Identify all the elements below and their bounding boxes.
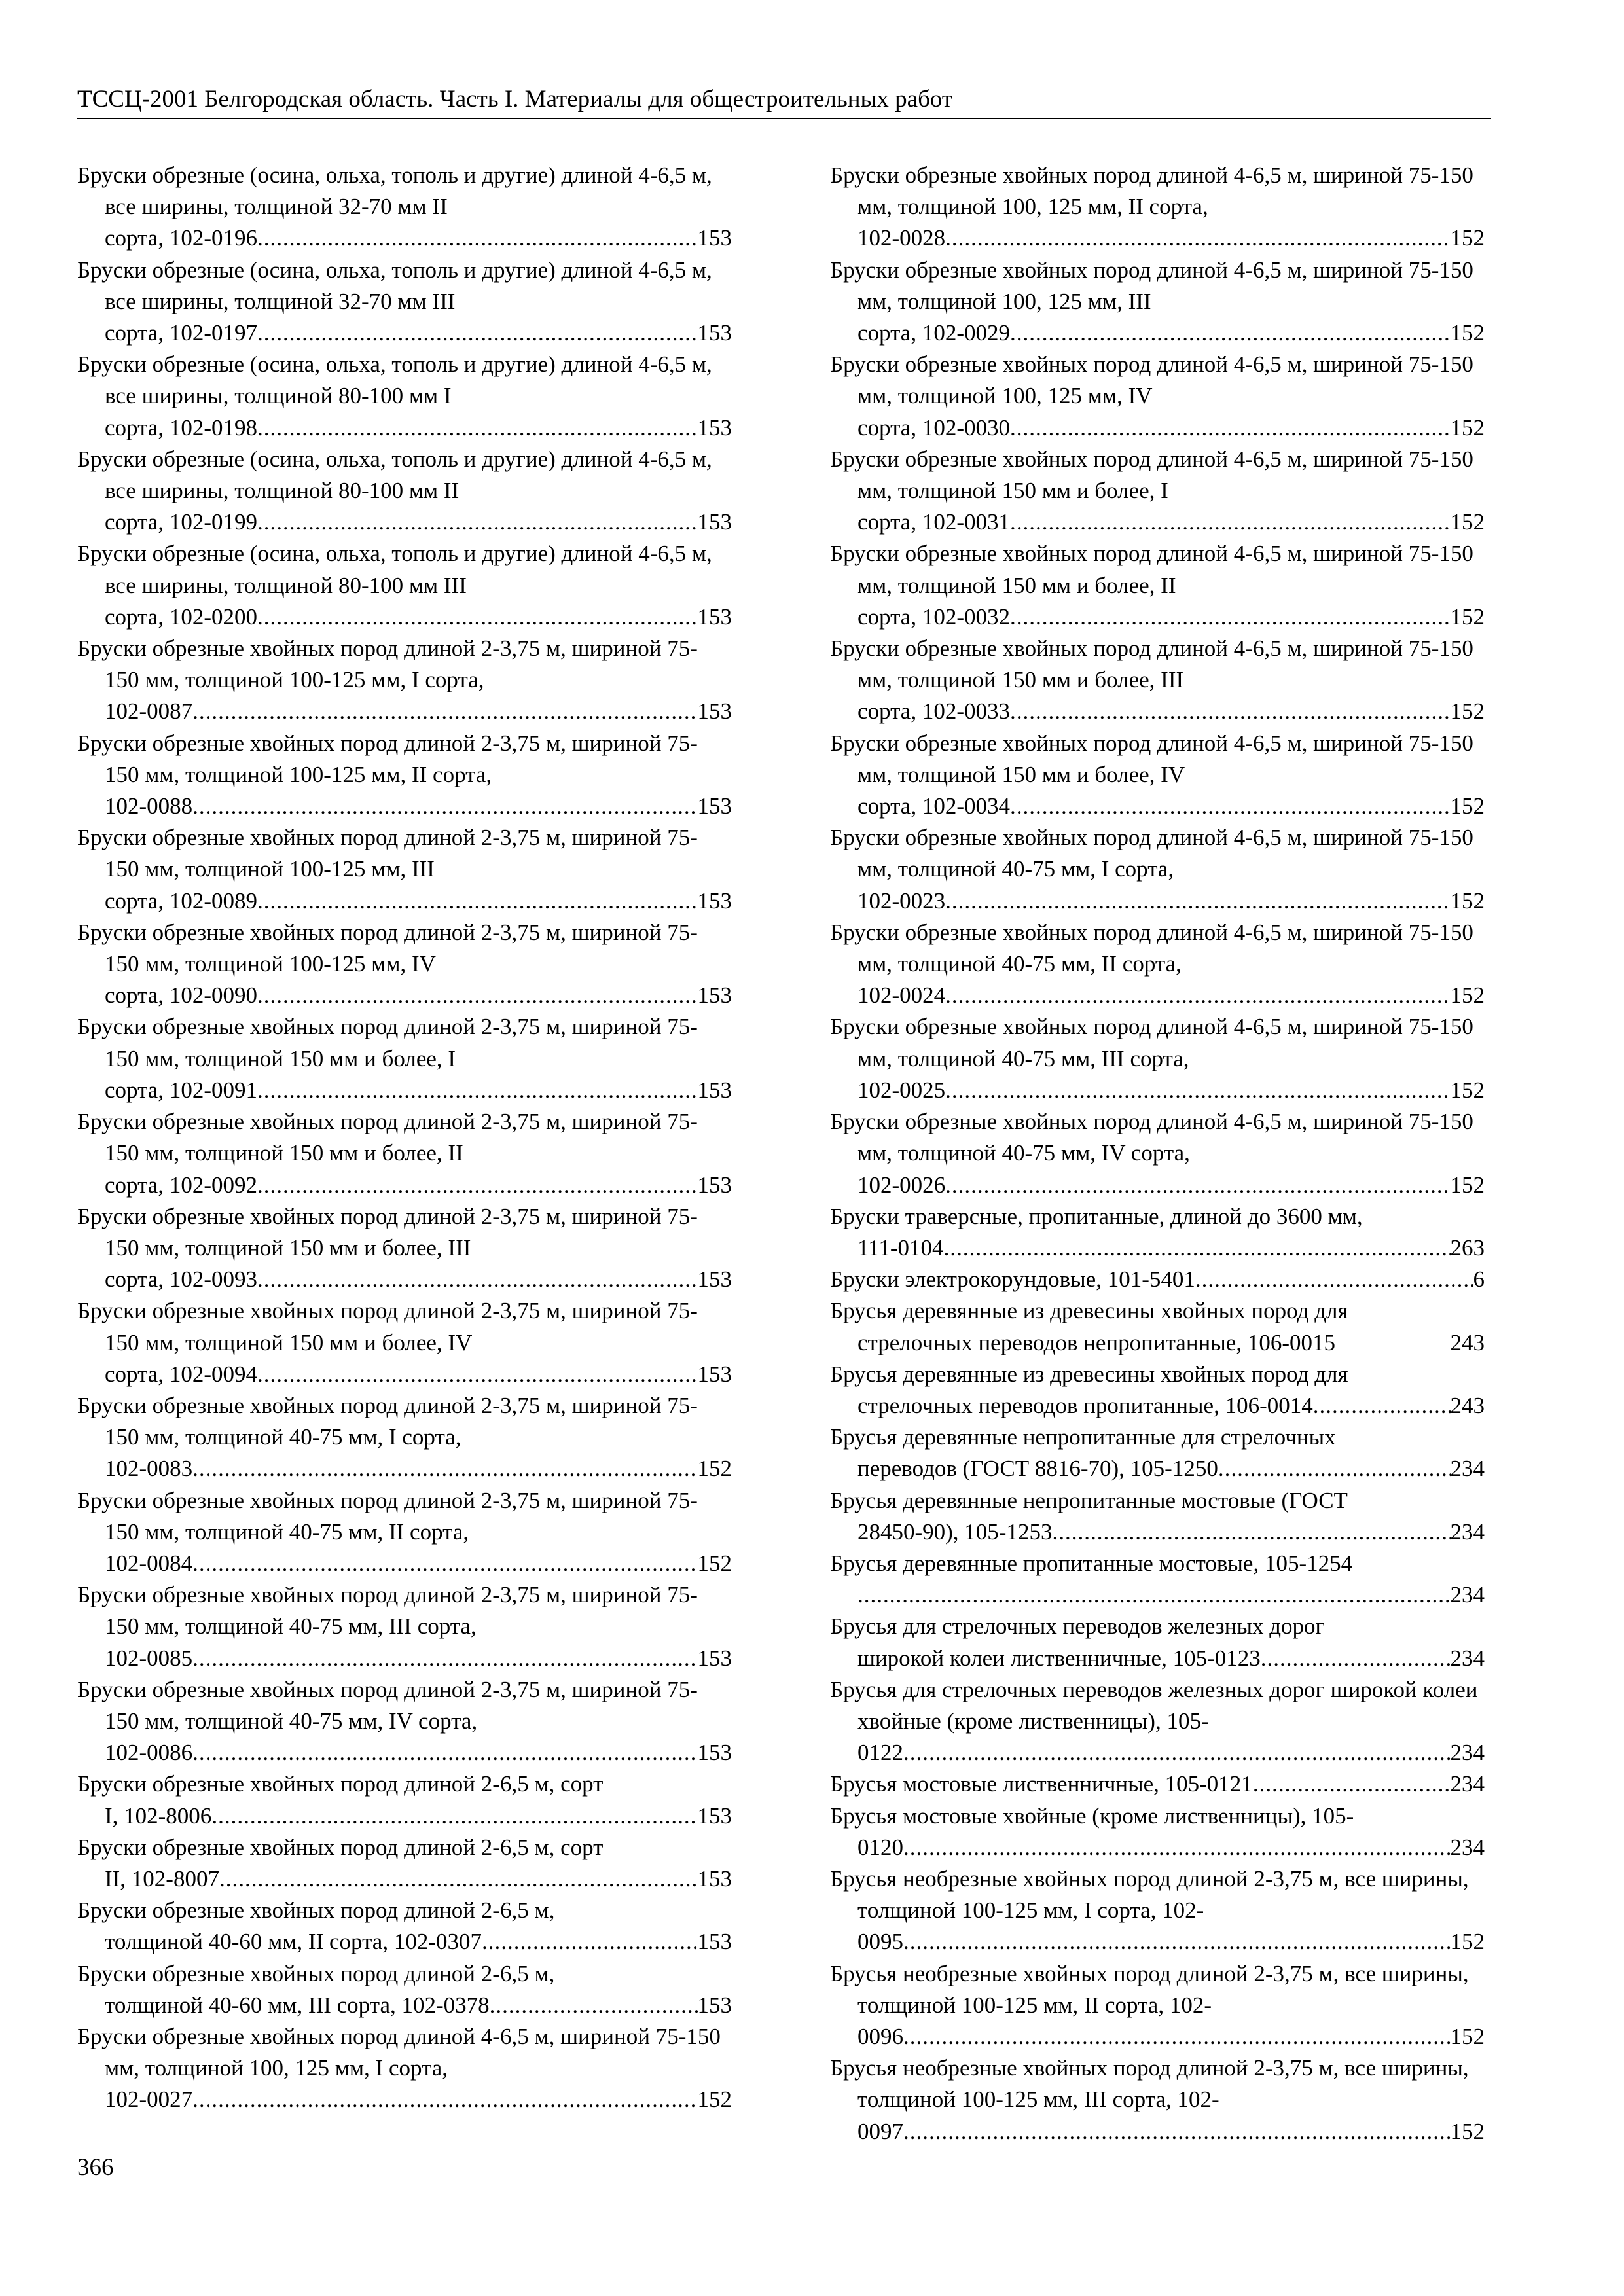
index-entry-page: 152 bbox=[697, 2087, 732, 2113]
index-entry bbox=[77, 728, 732, 823]
index-entry bbox=[77, 2021, 732, 2116]
index-entry-code: 102-0028 bbox=[857, 225, 946, 251]
index-entry-code: сорта, 102-0090 bbox=[105, 982, 257, 1009]
dot-leader bbox=[192, 1737, 697, 1768]
dot-leader bbox=[1010, 507, 1451, 538]
index-entry-code: 102-0025 bbox=[857, 1077, 946, 1103]
index-entry-tail bbox=[857, 2021, 1485, 2053]
index-column-right bbox=[830, 160, 1485, 2147]
index-entry-tail bbox=[857, 696, 1485, 727]
index-entry-text: Брусья необрезные хвойных пород длиной 2-3,75 м, все ширины, толщиной 100-125 мм, II сорта, 102- bbox=[830, 1960, 1469, 2018]
index-entry-tail bbox=[857, 412, 1485, 444]
index-entry bbox=[830, 1106, 1485, 1201]
dot-leader bbox=[211, 1801, 697, 1832]
dot-leader bbox=[192, 1643, 697, 1674]
index-entry bbox=[77, 1674, 732, 1769]
index-entry-page: 153 bbox=[697, 1172, 732, 1198]
index-column-left bbox=[77, 160, 732, 2116]
index-entry-tail bbox=[857, 507, 1485, 538]
index-entry bbox=[77, 822, 732, 917]
index-entry bbox=[830, 1359, 1485, 1422]
index-entry bbox=[830, 728, 1485, 823]
index-entry-tail bbox=[857, 1453, 1485, 1484]
dot-leader bbox=[944, 1232, 1451, 1264]
index-entry-page: 153 bbox=[697, 1361, 732, 1387]
index-entry-code: 0095 bbox=[857, 1929, 903, 1955]
index-entry-tail bbox=[105, 1737, 732, 1768]
index-entry-page: 152 bbox=[1450, 2118, 1485, 2144]
index-entry-text: Бруски обрезные хвойных пород длиной 2-3,75 м, шириной 75-150 мм, толщиной 150 мм и более, III bbox=[77, 1203, 698, 1261]
index-entry-code: 102-0085 bbox=[105, 1645, 193, 1671]
dot-leader bbox=[192, 1453, 697, 1484]
index-entry-text: Бруски обрезные хвойных пород длиной 2-6,5 м, bbox=[77, 1897, 555, 1924]
index-entry-page: 152 bbox=[1450, 603, 1485, 630]
index-entry-text: Бруски обрезные хвойных пород длиной 2-3,75 м, шириной 75-150 мм, толщиной 150 мм и более, II bbox=[77, 1109, 698, 1166]
dot-leader bbox=[257, 223, 698, 254]
running-header: ТССЦ-2001 Белгородская область. Часть I. Материалы для общестроительных работ bbox=[77, 84, 1491, 119]
index-entry bbox=[830, 1485, 1485, 1548]
index-entry-tail bbox=[105, 412, 732, 444]
index-entry bbox=[830, 349, 1485, 444]
index-entry-code: 0122 bbox=[857, 1740, 903, 1766]
index-entry-text: Бруски обрезные хвойных пород длиной 2-3,75 м, шириной 75-150 мм, толщиной 100-125 мм, IV bbox=[77, 919, 698, 977]
index-entry-code: I, 102-8006 bbox=[105, 1803, 212, 1829]
index-entry-code: Брусья мостовые лиственничные, 105-0121 bbox=[830, 1771, 1253, 1797]
index-entry-page: 153 bbox=[697, 1803, 732, 1829]
dot-leader bbox=[1261, 1643, 1451, 1674]
index-entry bbox=[830, 444, 1485, 539]
index-entry-tail bbox=[105, 507, 732, 538]
index-entry-page: 153 bbox=[697, 225, 732, 251]
index-entry-page: 153 bbox=[697, 1077, 732, 1103]
index-entry-page: 243 bbox=[1450, 1329, 1485, 1355]
index-entry-code: сорта, 102-0031 bbox=[857, 509, 1010, 535]
index-entry-page: 153 bbox=[697, 698, 732, 725]
index-entry-code: 0097 bbox=[857, 2118, 903, 2144]
dot-leader bbox=[1010, 791, 1451, 822]
index-entry-page: 152 bbox=[1450, 2023, 1485, 2049]
index-entry bbox=[77, 1832, 732, 1895]
index-entry-text: Брусья мостовые хвойные (кроме лиственницы), 105- bbox=[830, 1803, 1354, 1829]
index-entry-text: Бруски обрезные хвойных пород длиной 2-3,75 м, шириной 75-150 мм, толщиной 40-75 мм, III сорта, bbox=[77, 1582, 698, 1640]
index-entry bbox=[830, 1611, 1485, 1674]
index-entry-tail bbox=[830, 1768, 1485, 1800]
dot-leader bbox=[192, 791, 697, 822]
dot-leader bbox=[257, 1075, 698, 1106]
dot-leader bbox=[490, 1990, 698, 2021]
index-entry-text: Бруски обрезные хвойных пород длиной 4-6,5 м, шириной 75-150 мм, толщиной 40-75 мм, III сорта, bbox=[830, 1014, 1473, 1071]
index-entry bbox=[77, 1958, 732, 2021]
dot-leader bbox=[257, 886, 698, 917]
index-entry-text: Бруски обрезные хвойных пород длиной 4-6,5 м, шириной 75-150 мм, толщиной 100, 125 мм, III bbox=[830, 257, 1473, 314]
index-entry-page: 234 bbox=[1450, 1645, 1485, 1671]
index-entry-code: сорта, 102-0196 bbox=[105, 225, 257, 251]
dot-leader bbox=[257, 601, 698, 633]
index-entry-tail bbox=[105, 317, 732, 349]
index-entry-page: 153 bbox=[697, 793, 732, 819]
index-entry-code: сорта, 102-0197 bbox=[105, 320, 257, 346]
index-entry-tail bbox=[105, 223, 732, 254]
index-entry-code: стрелочных переводов непропитанные, 106-0015 bbox=[857, 1329, 1335, 1355]
index-entry-tail bbox=[857, 1232, 1485, 1264]
index-entry-text: Бруски обрезные хвойных пород длиной 4-6,5 м, шириной 75-150 мм, толщиной 150 мм и более, III bbox=[830, 636, 1473, 693]
index-entry bbox=[830, 1201, 1485, 1264]
index-entry-code: 0096 bbox=[857, 2023, 903, 2049]
index-entry-page: 153 bbox=[697, 1266, 732, 1293]
index-entry bbox=[77, 444, 732, 539]
page-number: 366 bbox=[77, 2154, 114, 2181]
index-entry-text: Брусья необрезные хвойных пород длиной 2-3,75 м, все ширины, толщиной 100-125 мм, I сорта, 102- bbox=[830, 1865, 1469, 1924]
index-entry-code: 0120 bbox=[857, 1834, 903, 1860]
index-entry bbox=[830, 1768, 1485, 1800]
index-entry-code: 111-0104 bbox=[857, 1234, 944, 1261]
index-entry-text: Бруски обрезные (осина, ольха, тополь и другие) длиной 4-6,5 м, все ширины, толщиной 80-100 мм III bbox=[77, 541, 712, 598]
dot-leader bbox=[219, 1863, 698, 1895]
index-entry bbox=[830, 917, 1485, 1012]
index-entry-code: 102-0023 bbox=[857, 888, 946, 914]
index-entry-page: 152 bbox=[1450, 320, 1485, 346]
index-entry bbox=[830, 633, 1485, 728]
index-entry-tail bbox=[105, 980, 732, 1011]
index-entry bbox=[830, 255, 1485, 350]
index-entry-code: сорта, 102-0199 bbox=[105, 509, 257, 535]
index-entry-tail bbox=[105, 1453, 732, 1484]
dot-leader bbox=[257, 1359, 698, 1390]
index-entry-tail bbox=[857, 1926, 1485, 1958]
index-entry-text: Брусья для стрелочных переводов железных дорог широкой колеи хвойные (кроме лиственницы), 105- bbox=[830, 1676, 1478, 1734]
index-entry-tail bbox=[830, 1264, 1485, 1295]
dot-leader bbox=[1313, 1390, 1451, 1422]
index-entry-text: Бруски обрезные хвойных пород длиной 4-6,5 м, шириной 75-150 мм, толщиной 40-75 мм, II сорта, bbox=[830, 919, 1473, 977]
index-entry-text: Бруски обрезные хвойных пород длиной 4-6,5 м, шириной 75-150 мм, толщиной 100, 125 мм, I сорта, bbox=[77, 2023, 721, 2081]
index-entry-page: 152 bbox=[1450, 698, 1485, 725]
index-entry-page: 152 bbox=[1450, 1929, 1485, 1955]
index-entry-tail bbox=[857, 1643, 1485, 1674]
dot-leader bbox=[1010, 601, 1451, 633]
index-entry bbox=[77, 1390, 732, 1485]
index-entry bbox=[830, 1422, 1485, 1484]
index-entry-page: 152 bbox=[697, 1456, 732, 1482]
index-entry-tail bbox=[105, 1264, 732, 1295]
index-entry bbox=[830, 1264, 1485, 1295]
index-entry-text: Бруски обрезные хвойных пород длиной 4-6,5 м, шириной 75-150 мм, толщиной 100, 125 мм, II сорта, bbox=[830, 162, 1473, 220]
dot-leader bbox=[257, 412, 698, 444]
index-entry bbox=[77, 1201, 732, 1296]
index-entry-code: II, 102-8007 bbox=[105, 1865, 219, 1892]
index-entry-page: 234 bbox=[1450, 1518, 1485, 1545]
index-entry-code: сорта, 102-0094 bbox=[105, 1361, 257, 1387]
index-entry-text: Бруски обрезные (осина, ольха, тополь и другие) длиной 4-6,5 м, все ширины, толщиной 80-100 мм I bbox=[77, 351, 712, 409]
dot-leader bbox=[1010, 317, 1451, 349]
index-entry-text: Бруски обрезные хвойных пород длиной 4-6,5 м, шириной 75-150 мм, толщиной 40-75 мм, IV сорта, bbox=[830, 1109, 1473, 1166]
index-entry-code: сорта, 102-0089 bbox=[105, 888, 257, 914]
dot-leader bbox=[945, 223, 1450, 254]
index-entry-code: сорта, 102-0200 bbox=[105, 603, 257, 630]
index-entry bbox=[77, 1579, 732, 1674]
dot-leader bbox=[1195, 1264, 1473, 1295]
index-entry-tail bbox=[105, 601, 732, 633]
dot-leader bbox=[903, 1737, 1451, 1768]
index-entry-page: 234 bbox=[1450, 1456, 1485, 1482]
index-entry bbox=[77, 160, 732, 255]
index-entry-tail bbox=[857, 1516, 1485, 1548]
index-entry bbox=[77, 917, 732, 1012]
index-entry-page: 152 bbox=[1450, 793, 1485, 819]
index-entry-code: широкой колеи лиственничные, 105-0123 bbox=[857, 1645, 1261, 1671]
index-entry bbox=[77, 633, 732, 728]
index-entry-text: Бруски обрезные (осина, ольха, тополь и другие) длиной 4-6,5 м, все ширины, толщиной 32-70 мм II bbox=[77, 162, 712, 220]
index-entry-page: 234 bbox=[1450, 1834, 1485, 1860]
index-entry-code: 102-0024 bbox=[857, 982, 946, 1009]
index-entry-text: Бруски обрезные хвойных пород длиной 4-6,5 м, шириной 75-150 мм, толщиной 40-75 мм, I сорта, bbox=[830, 825, 1473, 882]
index-entry-text: Брусья деревянные непропитанные мостовые (ГОСТ bbox=[830, 1487, 1348, 1513]
index-entry-code: Бруски электрокорундовые, 101-5401 bbox=[830, 1266, 1195, 1293]
index-entry bbox=[77, 349, 732, 444]
dot-leader bbox=[257, 1170, 698, 1201]
index-entry-text: Бруски обрезные хвойных пород длиной 2-3,75 м, шириной 75-150 мм, толщиной 40-75 мм, II сорта, bbox=[77, 1487, 698, 1545]
index-entry-tail bbox=[857, 1579, 1485, 1611]
index-entry-page: 152 bbox=[1450, 1172, 1485, 1198]
index-entry-code: 102-0083 bbox=[105, 1456, 193, 1482]
index-entry-tail bbox=[857, 1075, 1485, 1106]
index-entry-text: Брусья для стрелочных переводов железных дорог bbox=[830, 1613, 1325, 1640]
index-entry bbox=[830, 1674, 1485, 1769]
index-entry-tail bbox=[105, 2084, 732, 2115]
dot-leader bbox=[192, 696, 697, 727]
dot-leader bbox=[945, 886, 1450, 917]
index-entry-text: Бруски траверсные, пропитанные, длиной до 3600 мм, bbox=[830, 1203, 1363, 1229]
index-entry-tail bbox=[857, 601, 1485, 633]
index-entry-page: 153 bbox=[697, 982, 732, 1009]
index-entry-text: Бруски обрезные хвойных пород длиной 2-6,5 м, сорт bbox=[77, 1834, 604, 1860]
index-entry-code: 102-0084 bbox=[105, 1550, 193, 1576]
index-entry bbox=[77, 1106, 732, 1201]
index-entry-code: сорта, 102-0093 bbox=[105, 1266, 257, 1293]
index-entry-text: Бруски обрезные хвойных пород длиной 2-3,75 м, шириной 75-150 мм, толщиной 100-125 мм, I сорта, bbox=[77, 636, 698, 693]
index-entry-text: Бруски обрезные хвойных пород длиной 2-3,75 м, шириной 75-150 мм, толщиной 40-75 мм, I сорта, bbox=[77, 1392, 698, 1450]
dot-leader bbox=[857, 1579, 1451, 1611]
dot-leader bbox=[257, 1264, 698, 1295]
dot-leader bbox=[257, 980, 698, 1011]
index-entry-tail bbox=[857, 1832, 1485, 1863]
index-entry-text: Брусья необрезные хвойных пород длиной 2-3,75 м, все ширины, толщиной 100-125 мм, III сорта, 102- bbox=[830, 2055, 1469, 2113]
index-entry bbox=[77, 255, 732, 350]
index-entry-tail bbox=[105, 1643, 732, 1674]
index-entry bbox=[77, 1011, 732, 1106]
index-entry bbox=[830, 1548, 1485, 1611]
dot-leader bbox=[945, 1075, 1450, 1106]
index-entry-page: 152 bbox=[1450, 888, 1485, 914]
index-entry-text: Бруски обрезные хвойных пород длиной 4-6,5 м, шириной 75-150 мм, толщиной 150 мм и более, I bbox=[830, 446, 1473, 504]
index-entry-tail bbox=[105, 696, 732, 727]
index-entry-page: 152 bbox=[1450, 1077, 1485, 1103]
index-entry-code: сорта, 102-0034 bbox=[857, 793, 1010, 819]
dot-leader bbox=[257, 507, 698, 538]
index-entry-page: 153 bbox=[697, 603, 732, 630]
index-entry-page: 234 bbox=[1450, 1740, 1485, 1766]
index-entry bbox=[77, 1295, 732, 1390]
index-entry-text: Бруски обрезные хвойных пород длиной 2-6,5 м, bbox=[77, 1960, 555, 1986]
index-entry-text: Бруски обрезные хвойных пород длиной 2-3,75 м, шириной 75-150 мм, толщиной 150 мм и более, I bbox=[77, 1014, 698, 1071]
index-entry-text: Бруски обрезные хвойных пород длиной 2-3,75 м, шириной 75-150 мм, толщиной 100-125 мм, III bbox=[77, 825, 698, 882]
index-entry-page: 152 bbox=[697, 1550, 732, 1576]
index-entry-text: Бруски обрезные хвойных пород длиной 4-6,5 м, шириной 75-150 мм, толщиной 150 мм и более, IV bbox=[830, 730, 1473, 787]
index-entry bbox=[830, 160, 1485, 255]
index-entry-code: 28450-90), 105-1253 bbox=[857, 1518, 1053, 1545]
index-entry-page: 243 bbox=[1450, 1392, 1485, 1418]
index-entry-code: сорта, 102-0029 bbox=[857, 320, 1010, 346]
index-entry-page: 152 bbox=[1450, 982, 1485, 1009]
index-entry-text: Бруски обрезные хвойных пород длиной 4-6,5 м, шириной 75-150 мм, толщиной 100, 125 мм, IV bbox=[830, 351, 1473, 409]
index-entry-code: 102-0088 bbox=[105, 793, 193, 819]
dot-leader bbox=[257, 317, 698, 349]
index-entry bbox=[77, 1768, 732, 1831]
index-entry bbox=[830, 1801, 1485, 1863]
index-entry-text: Бруски обрезные (осина, ольха, тополь и другие) длиной 4-6,5 м, все ширины, толщиной 32-70 мм III bbox=[77, 257, 712, 314]
index-entry-tail bbox=[857, 223, 1485, 254]
index-entry-tail bbox=[857, 2116, 1485, 2147]
index-entry-code: сорта, 102-0091 bbox=[105, 1077, 257, 1103]
index-entry-page: 153 bbox=[697, 1929, 732, 1955]
index-entry-code: стрелочных переводов пропитанные, 106-0014 bbox=[857, 1392, 1313, 1418]
index-entry bbox=[77, 1485, 732, 1580]
dot-leader bbox=[482, 1926, 698, 1958]
index-entry-tail bbox=[857, 980, 1485, 1011]
index-entry-page: 234 bbox=[1450, 1582, 1485, 1608]
dot-leader bbox=[192, 2084, 697, 2115]
index-entry-tail bbox=[105, 1926, 732, 1958]
index-entry bbox=[77, 1895, 732, 1958]
index-entry-code: сорта, 102-0198 bbox=[105, 414, 257, 440]
index-entry-text: Бруски обрезные хвойных пород длиной 2-3,75 м, шириной 75-150 мм, толщиной 40-75 мм, IV сорта, bbox=[77, 1676, 698, 1734]
index-entry-tail bbox=[105, 1990, 732, 2021]
index-entry bbox=[830, 1958, 1485, 2053]
index-entry bbox=[830, 538, 1485, 633]
dot-leader bbox=[903, 2021, 1451, 2053]
index-entry-page: 153 bbox=[697, 320, 732, 346]
dot-leader bbox=[1052, 1516, 1450, 1548]
index-entry bbox=[830, 1863, 1485, 1958]
index-entry-text: Брусья деревянные из древесины хвойных пород для bbox=[830, 1361, 1348, 1387]
index-entry-tail bbox=[105, 886, 732, 917]
index-entry-page: 153 bbox=[697, 1992, 732, 2018]
dot-leader bbox=[903, 2116, 1451, 2147]
index-entry-text: Брусья деревянные непропитанные для стрелочных bbox=[830, 1424, 1336, 1450]
index-entry-tail bbox=[857, 317, 1485, 349]
index-entry-tail bbox=[857, 886, 1485, 917]
index-entry bbox=[830, 1295, 1485, 1358]
index-entry-page: 153 bbox=[697, 1865, 732, 1892]
index-entry-tail bbox=[105, 791, 732, 822]
dot-leader bbox=[945, 980, 1450, 1011]
index-entry-tail bbox=[105, 1548, 732, 1579]
index-entry-code: толщиной 40-60 мм, III сорта, 102-0378 bbox=[105, 1992, 490, 2018]
index-entry-page: 152 bbox=[1450, 509, 1485, 535]
index-entry-page: 153 bbox=[697, 509, 732, 535]
index-entry-tail bbox=[105, 1075, 732, 1106]
dot-leader bbox=[903, 1926, 1451, 1958]
index-entry-text: Бруски обрезные (осина, ольха, тополь и другие) длиной 4-6,5 м, все ширины, толщиной 80-100 мм II bbox=[77, 446, 712, 504]
dot-leader bbox=[1010, 412, 1451, 444]
index-entry-code: толщиной 40-60 мм, II сорта, 102-0307 bbox=[105, 1929, 482, 1955]
index-entry-page: 153 bbox=[697, 1740, 732, 1766]
index-entry-page: 153 bbox=[697, 888, 732, 914]
dot-leader bbox=[1218, 1453, 1451, 1484]
index-entry-code: 102-0086 bbox=[105, 1740, 193, 1766]
index-entry-code: сорта, 102-0033 bbox=[857, 698, 1010, 725]
index-entry-tail bbox=[105, 1170, 732, 1201]
index-entry-code: сорта, 102-0030 bbox=[857, 414, 1010, 440]
dot-leader bbox=[945, 1170, 1450, 1201]
index-entry-page: 6 bbox=[1473, 1266, 1485, 1293]
index-entry bbox=[77, 538, 732, 633]
index-entry-page: 153 bbox=[697, 1645, 732, 1671]
index-entry-tail bbox=[105, 1801, 732, 1832]
index-entry-code: 102-0087 bbox=[105, 698, 193, 725]
index-entry-code: 102-0027 bbox=[105, 2087, 193, 2113]
index-entry bbox=[830, 822, 1485, 917]
index-entry-page: 152 bbox=[1450, 414, 1485, 440]
dot-leader bbox=[903, 1832, 1451, 1863]
index-entry-text: Бруски обрезные хвойных пород длиной 2-6,5 м, сорт bbox=[77, 1771, 604, 1797]
index-entry-code: сорта, 102-0032 bbox=[857, 603, 1010, 630]
dot-leader bbox=[1253, 1768, 1451, 1800]
index-entry bbox=[830, 1011, 1485, 1106]
index-entry-code: сорта, 102-0092 bbox=[105, 1172, 257, 1198]
index-entry-code: переводов (ГОСТ 8816-70), 105-1250 bbox=[857, 1456, 1218, 1482]
index-entry-tail bbox=[105, 1863, 732, 1895]
index-entry-tail bbox=[857, 1737, 1485, 1768]
index-entry-text: Бруски обрезные хвойных пород длиной 2-3,75 м, шириной 75-150 мм, толщиной 150 мм и более, IV bbox=[77, 1298, 698, 1355]
index-entry-page: 153 bbox=[697, 414, 732, 440]
index-entry-page: 152 bbox=[1450, 225, 1485, 251]
index-entry-page: 234 bbox=[1450, 1771, 1485, 1797]
index-entry-tail bbox=[857, 1170, 1485, 1201]
index-entry-text: Брусья деревянные из древесины хвойных пород для bbox=[830, 1298, 1348, 1324]
index-entry-tail bbox=[857, 1327, 1485, 1359]
index-entry bbox=[830, 2053, 1485, 2147]
index-entry-page: 263 bbox=[1450, 1234, 1485, 1261]
index-entry-code: 102-0026 bbox=[857, 1172, 946, 1198]
index-entry-tail bbox=[857, 1390, 1485, 1422]
index-entry-tail bbox=[105, 1359, 732, 1390]
index-entry-tail bbox=[857, 791, 1485, 822]
dot-leader bbox=[1010, 696, 1451, 727]
dot-leader bbox=[192, 1548, 697, 1579]
index-entry-text: Бруски обрезные хвойных пород длиной 2-3,75 м, шириной 75-150 мм, толщиной 100-125 мм, II сорта, bbox=[77, 730, 698, 787]
index-entry-text: Бруски обрезные хвойных пород длиной 4-6,5 м, шириной 75-150 мм, толщиной 150 мм и более, II bbox=[830, 541, 1473, 598]
index-entry-text: Брусья деревянные пропитанные мостовые, 105-1254 bbox=[830, 1550, 1353, 1576]
